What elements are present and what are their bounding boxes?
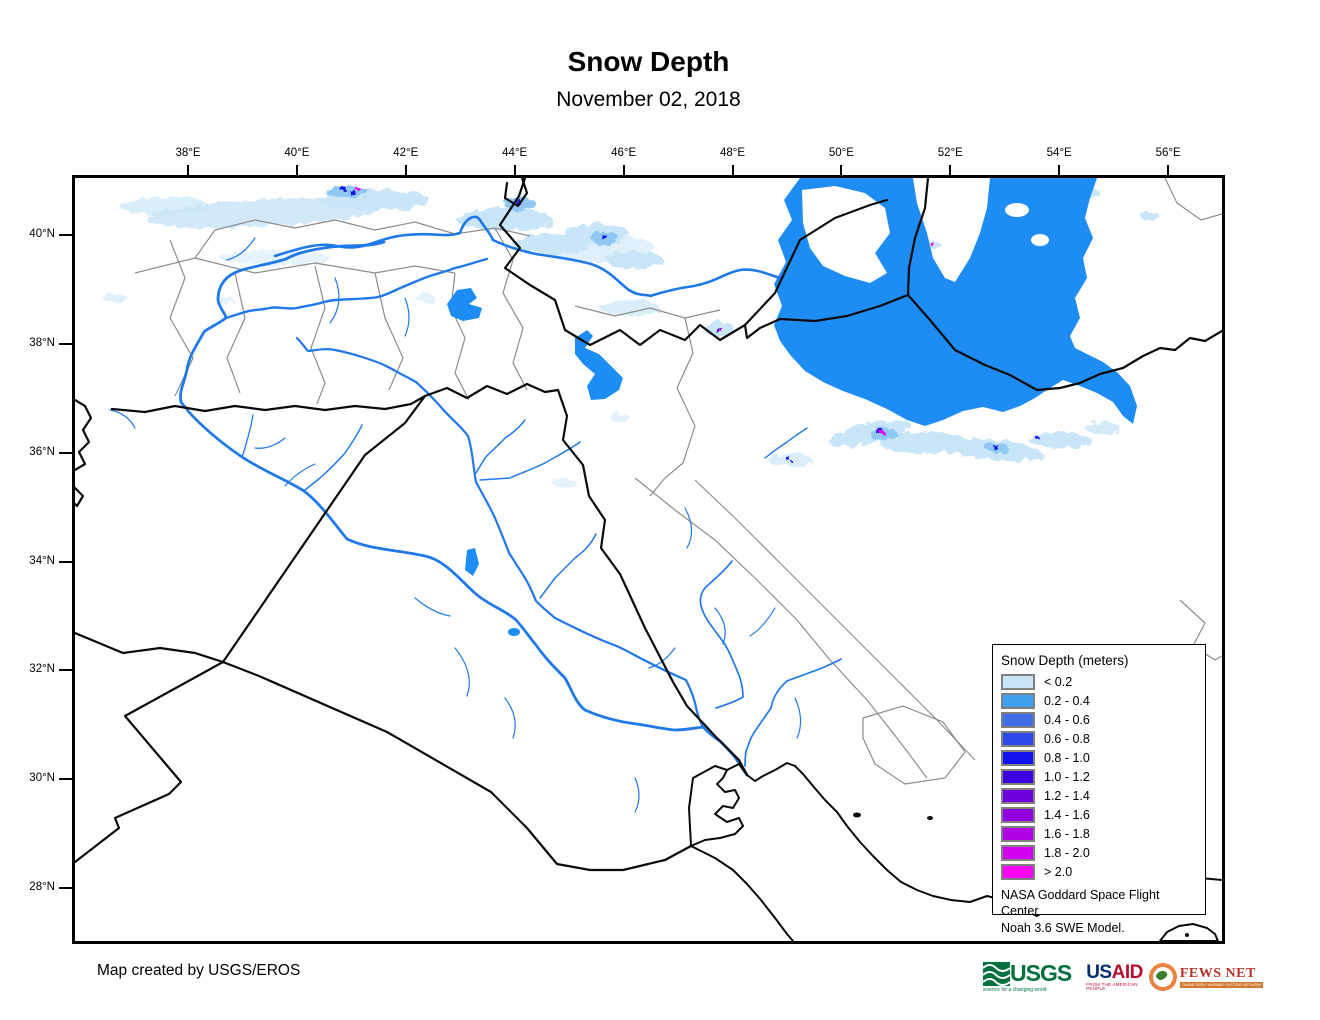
lat-tick-label: 38°N — [29, 336, 55, 349]
lat-tick-mark — [59, 561, 72, 563]
usaid-aid-text: AID — [1111, 961, 1143, 983]
lon-tick-label: 46°E — [611, 147, 637, 159]
kuwait-coast — [691, 766, 743, 846]
legend-label: 1.8 - 2.0 — [1044, 845, 1090, 860]
legend-row — [1001, 691, 1197, 710]
iraq-saudi-border — [223, 662, 691, 870]
legend-swatch — [1001, 693, 1035, 709]
jordan-saudi-border — [75, 662, 223, 862]
lon-tick-mark — [187, 165, 189, 178]
legend-swatch — [1001, 826, 1035, 842]
usgs-wordmark: USGS — [1010, 960, 1072, 986]
legend-row — [1001, 824, 1197, 843]
lat-tick-label: 34°N — [29, 554, 55, 567]
shatt-al-arab — [703, 727, 747, 775]
legend-swatch — [1001, 712, 1035, 728]
lake-razzaza — [508, 628, 520, 636]
usaid-us-text: US — [1086, 961, 1112, 983]
lat-tick-label: 40°N — [29, 228, 55, 240]
fewsnet-globe-icon — [1148, 962, 1178, 992]
usaid-tagline: FROM THE AMERICAN PEOPLE — [1086, 981, 1138, 991]
legend-label: 0.6 - 0.8 — [1044, 731, 1090, 746]
page-title: Snow Depth — [567, 46, 730, 77]
lon-tick-mark — [1058, 165, 1060, 178]
lon-tick-label: 48°E — [719, 147, 746, 159]
turkey-syria-border — [112, 396, 425, 412]
legend-source-line2: Noah 3.6 SWE Model. — [1001, 920, 1125, 935]
legend-row — [1001, 805, 1197, 824]
legend-row — [1001, 748, 1197, 767]
legend-label: 0.8 - 1.0 — [1044, 750, 1090, 765]
usaid-logo — [1086, 963, 1143, 992]
legend-row — [1001, 672, 1197, 691]
lon-tick-label: 40°E — [284, 147, 310, 159]
legend-row — [1001, 862, 1197, 881]
balikh-river — [242, 415, 253, 457]
lon-tick-mark — [1167, 165, 1169, 178]
legend-row — [1001, 729, 1197, 748]
lon-tick-label: 50°E — [828, 147, 854, 159]
lat-tick-mark — [59, 452, 72, 454]
fewsnet-logo — [1148, 962, 1263, 992]
lat-tick-label: 32°N — [29, 663, 55, 676]
murat-river — [226, 259, 487, 318]
legend-title: Snow Depth (meters) — [1001, 653, 1129, 668]
lat-tick-mark — [59, 343, 72, 345]
legend-row — [1001, 767, 1197, 786]
usgs-wave-icon — [983, 962, 1010, 986]
usgs-tagline: science for a changing world — [983, 986, 1047, 993]
gulf-island-1 — [853, 813, 861, 818]
legend-row — [1001, 710, 1197, 729]
iraq-gulf-coast — [727, 763, 795, 781]
sefid-rud — [765, 428, 807, 458]
lon-tick-mark — [840, 165, 842, 178]
khabur-river — [305, 425, 362, 490]
legend-swatch — [1001, 788, 1035, 804]
lon-tick-mark — [405, 165, 407, 178]
jordan-north-border — [75, 633, 223, 662]
lon-tick-label: 42°E — [393, 147, 419, 159]
karun-river — [745, 659, 841, 766]
legend-label: 0.2 - 0.4 — [1044, 693, 1090, 708]
greater-zab-river — [476, 420, 525, 473]
fewsnet-wordmark: FEWS NET — [1179, 965, 1256, 981]
legend-row — [1001, 843, 1197, 862]
lat-tick-mark — [59, 887, 72, 889]
legend-label: 0.4 - 0.6 — [1044, 712, 1090, 727]
caspian-gap-3 — [1031, 234, 1049, 246]
usgs-logo — [983, 962, 1071, 993]
lat-tick-label: 36°N — [29, 445, 55, 458]
legend-swatch — [1001, 845, 1035, 861]
minor-tributaries — [110, 238, 801, 812]
legend-swatch — [1001, 674, 1035, 690]
legend-label: 1.0 - 1.2 — [1044, 769, 1090, 784]
kuwait-border — [689, 766, 715, 846]
fewsnet-tagline: FAMINE EARLY WARNING SYSTEMS NETWORK — [1181, 982, 1262, 987]
levant-coast — [75, 400, 91, 470]
syria-iraq-border — [223, 396, 425, 662]
legend-source — [1001, 887, 1197, 936]
legend-label: 1.4 - 1.6 — [1044, 807, 1090, 822]
legend-row — [1001, 786, 1197, 805]
lat-tick-mark — [59, 669, 72, 671]
lon-tick-label: 44°E — [502, 147, 528, 159]
legend-swatch — [1001, 807, 1035, 823]
legend-box — [992, 644, 1206, 935]
levant-coast-2 — [75, 488, 83, 506]
legend-swatch — [1001, 750, 1035, 766]
map-attribution: Map created by USGS/EROS — [97, 962, 301, 979]
lon-tick-label: 54°E — [1046, 147, 1072, 159]
tigris-river — [297, 338, 703, 727]
legend-label: > 2.0 — [1044, 864, 1073, 879]
lon-tick-mark — [296, 165, 298, 178]
lat-tick-label: 30°N — [29, 772, 55, 785]
legend-label: 1.6 - 1.8 — [1044, 826, 1090, 841]
lon-tick-mark — [623, 165, 625, 178]
lon-tick-label: 52°E — [937, 147, 963, 159]
lon-tick-mark — [949, 165, 951, 178]
legend-swatch — [1001, 864, 1035, 880]
lon-tick-mark — [732, 165, 734, 178]
caspian-gap-2 — [1005, 203, 1029, 217]
lat-tick-mark — [59, 234, 72, 236]
lon-tick-label: 56°E — [1155, 147, 1181, 159]
lake-tharthar — [465, 548, 479, 576]
gulf-island-2 — [927, 816, 933, 820]
saudi-gulf-coast — [691, 846, 793, 941]
legend-label: 1.2 - 1.4 — [1044, 788, 1090, 803]
page-subtitle: November 02, 2018 — [556, 88, 741, 111]
legend-swatch — [1001, 769, 1035, 785]
legend-label: < 0.2 — [1044, 674, 1073, 689]
lon-tick-mark — [514, 165, 516, 178]
lat-tick-mark — [59, 778, 72, 780]
diyala-river — [540, 534, 596, 598]
legend-rows — [1001, 672, 1197, 881]
lat-tick-label: 28°N — [29, 881, 55, 894]
lon-tick-label: 38°E — [175, 147, 201, 159]
agency-logos — [983, 953, 1262, 1001]
legend-source-line1: NASA Goddard Space Flight Center — [1001, 888, 1160, 919]
karkheh-river — [700, 561, 743, 708]
legend-swatch — [1001, 731, 1035, 747]
